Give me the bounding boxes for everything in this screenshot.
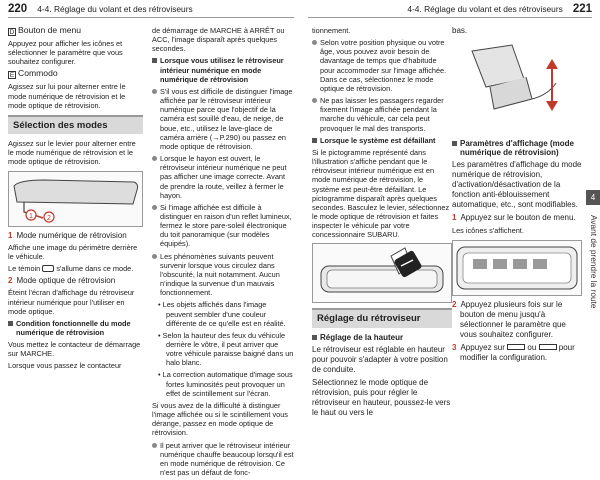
bullet-reflection: Si l'image affichée est difficile à distinguer en raison d'un reflet lumineux, fermez le store pare-soleil électronique du toit panoramique (sur modèles équipés). [152,203,294,249]
step-3: 3 Appuyez sur ou pour modifier la configuration. [452,342,575,362]
col2-text-1: de démarrage de MARCHE à ARRÊT ou ACC, l'image disparaît après quelques secondes. [152,26,285,54]
height-adjust-heading: Réglage de la hauteur [312,333,452,342]
column-2 [152,26,294,480]
mirror-hand-icon [313,244,451,302]
bullet-age: Selon votre position physique ou votre âge, vous pouvez avoir besoin de davantage de temps que d'habitude pour accommoder sur l'image affichée. Dans ce cas, sélectionnez le mode optique de rétrovision. [312,38,452,93]
icons-illustration [452,240,582,296]
bullet-darkness: Les phénomènes suivants peuvent survenir lorsque vous circulez dans l'obscurité, la nuit notamment. Aucun n'indique la survenue d'un mauvais fonctionnement. [152,252,294,298]
mode-item-1-note: Le témoin s'allume dans ce mode. [8,264,134,274]
mode-item-2-title: 2 Mode optique de rétrovision [8,276,116,286]
column-1 [8,26,143,374]
col3-text-1: tionnement. [312,26,351,35]
condition-text-2: Lorsque vous passez le contacteur [8,361,122,371]
right-page-number: 221 [572,2,592,15]
mode-item-2-text: Éteint l'écran d'affichage du rétroviseur intérieur numérique pour l'utiliser en mode optique. [8,288,135,316]
chapter-side-title: Avant de prendre la route [589,215,599,309]
mirror-adjustment-heading: Réglage du rétroviseur [312,308,452,327]
svg-text:2: 2 [47,214,51,222]
step-2: 2 Appuyez plusieurs fois sur le bouton de menu jusqu'à sélectionner le paramètre que vous souhaitez configurer. [452,299,566,339]
condition-heading: Condition fonctionnelle du mode numérique de rétrovision [8,319,143,337]
display-settings-heading: Paramètres d'affichage (mode numérique de rétrovision) [452,139,582,157]
left-page-header [8,0,294,18]
svg-text:1: 1 [29,212,33,220]
indicator-icon [42,265,54,272]
display-settings-text: Les paramètres d'affichage du mode numérique de rétrovision, d'activation/désactivation de la fonction anti-éblouissement automatique, etc., sont modifiables. [452,160,582,210]
mode-item-1-text: Affiche une image du périmètre derrière le véhicule. [8,242,138,261]
mirror-lever-icon [9,172,142,226]
bullet-camera-dirty: S'il vous est difficile de distinguer l'image affichée par le rétroviseur intérieur numérique parce que l'objectif de la caméra est souillé d'eau, de neige, de boue, etc., utilisez le lave-glace de caméra arrière (→P.290) ou passez en mode optique de rétrovision. [152,87,294,151]
left-page-number: 220 [8,2,28,15]
pictogram-illustration [312,243,452,303]
column-4 [452,26,582,366]
step-1-note: Les icônes s'affichent. [452,226,524,236]
sub-bullet-flicker: • La correction automatique d'image sous fortes luminosités peut provoquer un effet de scintillement sur l'écran. [158,370,293,398]
step-1: 1 Appuyez sur le bouton de menu. [452,213,576,223]
chapter-tab: 4 [586,190,600,205]
height-adjust-text-2: Sélectionnez le mode optique de rétrovision, puis pour régler le rétroviseur en hauteur, poussez-le vers le haut ou vers le [312,377,451,417]
minus-button-icon [507,344,525,350]
bullet-passengers: Ne pas laisser les passagers regarder fixement l'image affichée pendant la marche du véhicule, car cela peut provoquer le mal des transports. [312,96,452,133]
right-page-header [308,0,592,18]
commodo-desc: Agissez sur lui pour alterner entre le mode numérique de rétrovision et le mode optique de rétrovision. [8,82,126,110]
plus-button-icon [539,344,557,350]
sub-bullet-halo: • Selon la hauteur des feux du véhicule derrière le vôtre, il peut arriver que votre véhicule paraisse baigné dans un halo blanc. [158,330,294,368]
mode-selection-heading: Sélection des modes [8,115,143,134]
menu-button-entry: D Bouton de menu [9,25,82,36]
col4-text-1: bas. [452,26,468,35]
mode-selection-text: Agissez sur le levier pour alterner entre le mode numérique de rétrovision et le mode optique de rétrovision. [8,139,136,167]
right-section-title: 4-4. Réglage du volant et des rétroviseurs [407,3,563,14]
sub-bullet-colors: • Les objets affichés dans l'image peuvent sembler d'une couleur différente de ce qu'elle est en réalité. [158,300,286,328]
failure-text: Si le pictogramme représenté dans l'illustration s'affiche pendant que le rétroviseur intérieur numérique est en mode numérique de rétrovision, le système est peut-être défaillant. Le pictogramme disparaît après quelques secondes. Basculez le levier, sélectionnez le mode optique de rétrovision et faites inspecter le véhicule par votre concessionnaire SUBARU. [312,147,450,240]
lever-illustration [8,171,143,227]
digital-mode-heading: Lorsque vous utilisez le rétroviseur intérieur numérique en mode numérique de rétrovision [152,56,294,83]
mode-item-1-title: 1 Mode numérique de rétrovision [8,230,127,240]
bullet-hatch-open: Lorsque le hayon est ouvert, le rétroviseur intérieur numérique ne peut pas afficher une image correcte. Avant de prendre la route, veillez à fermer le hayon. [152,154,294,200]
bullet-heat: Il peut arriver que le rétroviseur intérieur numérique chauffe beaucoup lorsqu'il est en mode numérique de rétrovision. Ce n'est pas un défaut de fonc- [152,441,294,478]
height-adjust-text-1: Le rétroviseur est réglable en hauteur pour pouvoir s'adapter à votre position de conduite. [312,344,448,374]
condition-text-1: Vous mettez le contacteur de démarrage sur MARCHE. [8,340,141,359]
height-adjust-illustration [452,39,582,135]
failure-heading: Lorsque le système est défaillant [312,136,452,145]
col2-text-2: Si vous avez de la difficulté à distinguer l'image affichée ou si le scintillement vous dérange, passez en mode optique de rétrovision. [152,400,288,438]
mirror-height-icon [452,39,580,135]
left-section-title: 4-4. Réglage du volant et des rétroviseurs [37,3,193,14]
mirror-icons-icon [453,241,581,295]
column-3 [312,26,452,421]
menu-button-desc: Appuyez pour afficher les icônes et sélectionner le paramètre que vous souhaitez configurer. [8,39,123,67]
commodo-entry: E Commodo [9,68,58,80]
